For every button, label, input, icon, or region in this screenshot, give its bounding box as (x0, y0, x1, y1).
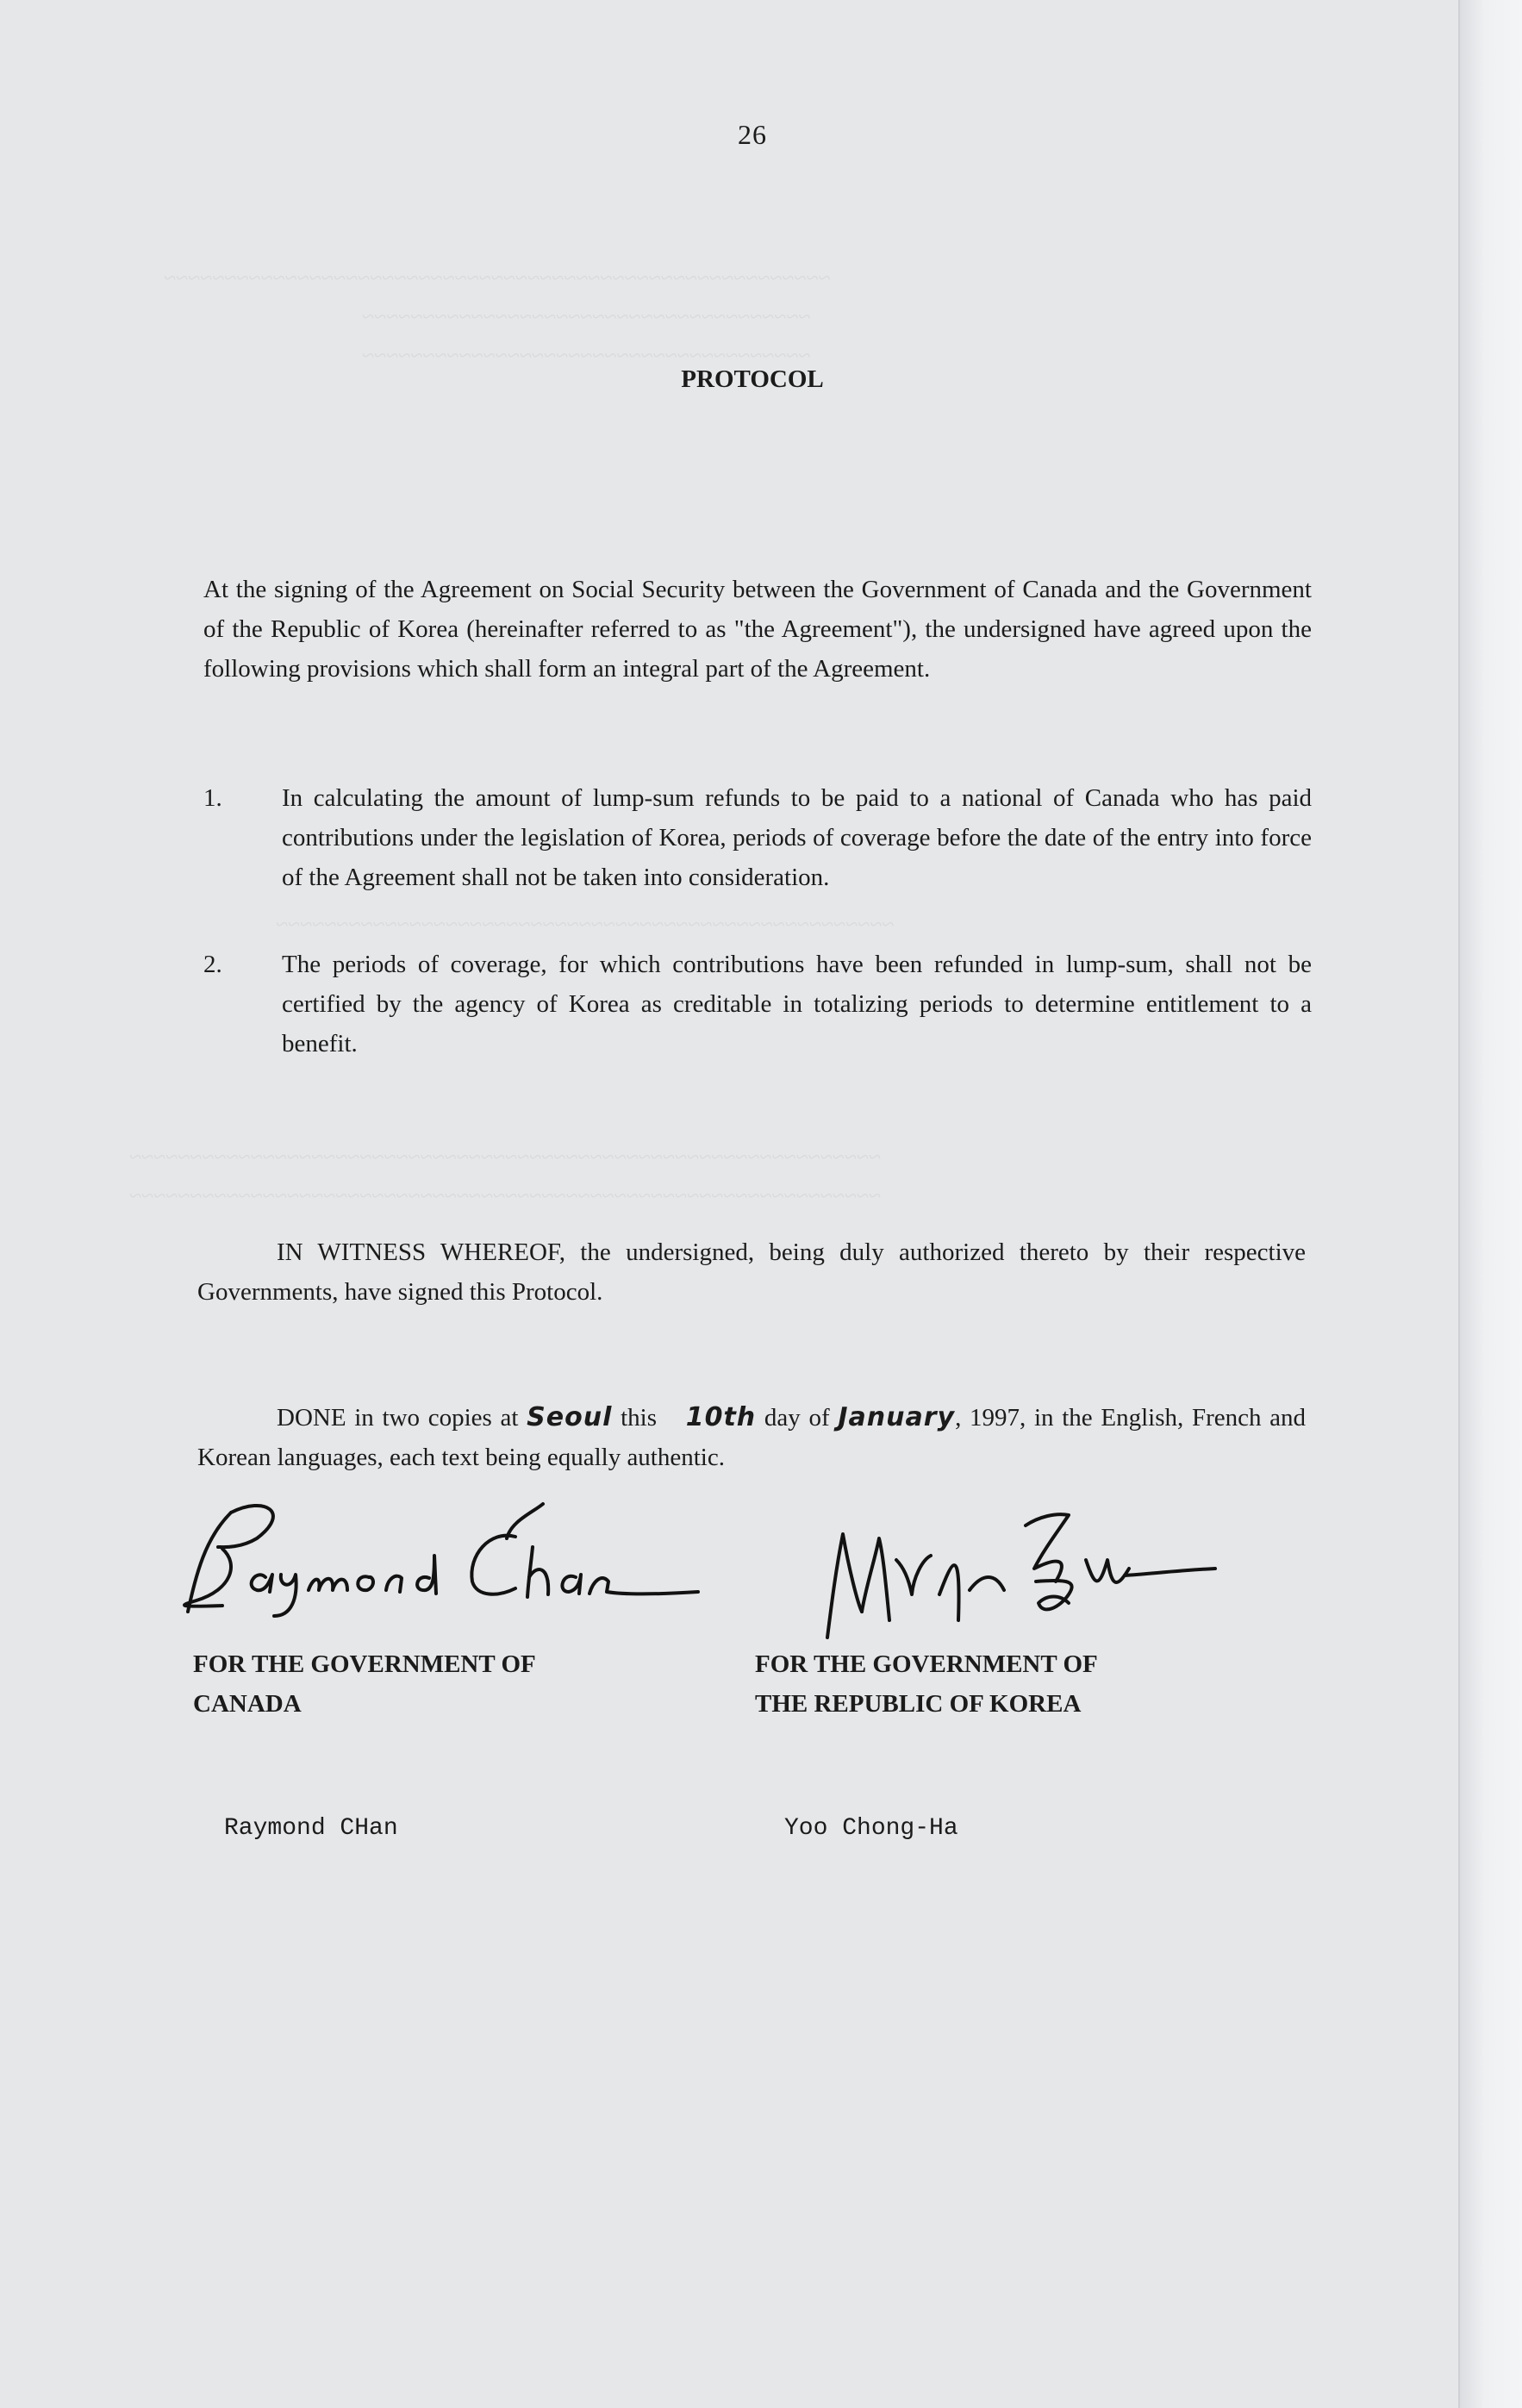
show-through-text: ~~~~~~~~~~~~~~~~~~~~~~~~~~~~~~~~~~~~~~~~~~~~~~~~~~~~~~~~~~~~~~ (129, 1183, 882, 1208)
signatory-label-line2: THE REPUBLIC OF KOREA (755, 1690, 1082, 1718)
provision-number: 2. (203, 951, 222, 978)
done-this-label: this (621, 1404, 657, 1432)
show-through-text: ~~~~~~~~~~~~~~~~~~~~~~~~~~~~~~~~~~~~~ (362, 343, 811, 368)
done-paragraph (197, 1398, 1306, 1477)
signatory-label-line1: FOR THE GOVERNMENT OF (755, 1650, 1098, 1678)
signatory-label-line2: CANADA (193, 1690, 302, 1718)
handwritten-place: Seoul (527, 1402, 613, 1432)
done-suffix: , 1997, in the English, French and Korean languages, each text being equally authentic. (197, 1404, 1307, 1471)
provision-item (203, 778, 1312, 897)
show-through-text: ~~~~~~~~~~~~~~~~~~~~~~~~~~~~~~~~~~~~~~~~~~~~~~~~~~~~~~~~~~~~~~ (129, 1145, 882, 1170)
show-through-text: ~~~~~~~~~~~~~~~~~~~~~~~~~~~~~~~~~~~~~~~~~~~~~~~~~~~ (276, 912, 895, 937)
page-edge (1458, 0, 1522, 2408)
provision-text: In calculating the amount of lump-sum refunds to be paid to a national of Canada who has paid contributions under the legislation of Korea, periods of coverage before the date of the entry into force of the Agreement shall not be taken into consideration. (282, 784, 1312, 891)
witness-paragraph: IN WITNESS WHEREOF, the undersigned, being duly authorized thereto by their respective Governments, have signed this Protocol. (197, 1238, 1306, 1306)
handwritten-day: 10th (685, 1402, 757, 1432)
provision-text: The periods of coverage, for which contributions have been refunded in lump-sum, shall not be certified by the agency of Korea as creditable in totalizing periods to determine entitlement to a benefit. (282, 951, 1312, 1057)
handwritten-month: January (838, 1402, 956, 1432)
done-prefix: DONE in two copies at (277, 1404, 519, 1432)
show-through-text: ~~~~~~~~~~~~~~~~~~~~~~~~~~~~~~~~~~~~~~~~~~~~~~~~~~~~~~~ (164, 265, 831, 290)
signature-raymond-chan (171, 1495, 705, 1625)
signatory-canada (193, 1644, 641, 1724)
typed-name-canada: Raymond CHan (224, 1815, 398, 1842)
typed-name-korea: Yoo Chong-Ha (784, 1815, 958, 1842)
done-day-of-label: day of (764, 1404, 830, 1432)
signature-yoo-chong-ha (810, 1508, 1224, 1646)
show-through-text: ~~~~~~~~~~~~~~~~~~~~~~~~~~~~~~~~~~~~~ (362, 304, 811, 329)
document-title: PROTOCOL (681, 365, 824, 393)
page-number: 26 (738, 119, 767, 150)
intro-paragraph: At the signing of the Agreement on Social Security between the Government of Canada and the Government of the Republic of Korea (hereinafter referred to as "the Agreement"), the undersigned have agreed upon the following provisions which shall form an integral part of the Agreement. (203, 576, 1312, 683)
signatory-label-line1: FOR THE GOVERNMENT OF (193, 1650, 536, 1678)
provision-number: 1. (203, 784, 222, 812)
signatory-korea (755, 1644, 1238, 1724)
provision-item (203, 945, 1312, 1064)
